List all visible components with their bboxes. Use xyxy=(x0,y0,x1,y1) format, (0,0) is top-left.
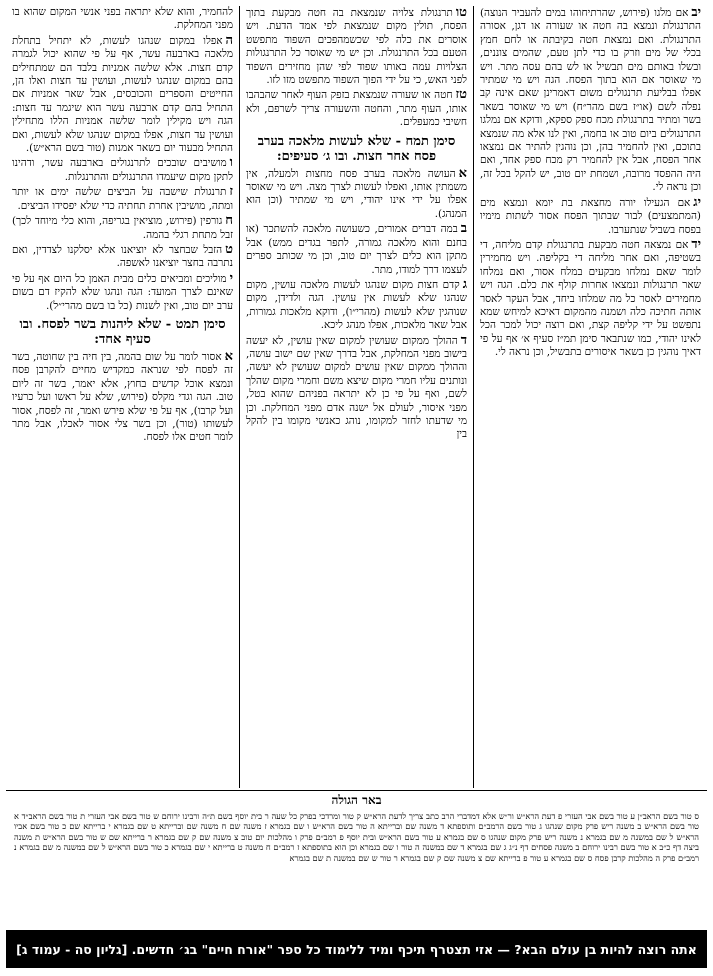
seif-paragraph xyxy=(12,350,233,445)
seif-paragraph xyxy=(246,88,467,129)
beer-hagolah-notes: ס טור בשם הראב״ן ע טור בשם אבי העזרי פ דעת הרא״ש ור״ש אלא דמדברי הרב כתב צריך לדעת הרא״ש ק טור ומרדכי בפרק כל שעה ר בית יוסף בשם ת״ה ורבינו ירוחם ש טור בשם אבי העזרי ת טור בשם הראב״ד א טור בשם הרא״ש ב משנה ריש פרק מקום שנהגו ג טור בשם הרמב״ם ותוספתא ד משנה שם וברייתא ה טור בשם הרא״ש ו שם בגמרא ז משנה שם ח משנה שם וברייתא ט שם בגמרא י ברייתא שם כ טור בשם אביו הרא״ש ל שם במשנה מ שם בגמרא נ משנה ריש פרק מקום שנהגו ס שם בגמרא ע טור בשם הרא״ש ובית יוסף פ רמב״ם פרק ו מהלכות יום טוב צ משנה שם ק שם בגמרא ר ברייתא שם ש טור בשם הרא״ש ת משנה ביצה דף כ״ב א טור בשם רבינו ירוחם ב משנה פסחים דף נ״ג ג שם בגמרא ד שם במשנה ה טור ו שם בגמרא וכן הוא בתוספתא ז רמב״ם ח משנה ט ברייתא י שם בגמרא כ טור בשם הרא״ש ל שם במשנה מ שם בגמרא נ רמב״ם פרק ה מהלכות קרבן פסח ס שם בגמרא ע טור פ ברייתא שם צ משנה שם ק שם בגמרא ר טור ש שם במשנה ת שם בגמרא xyxy=(14,811,699,863)
seif-paragraph xyxy=(480,238,701,360)
siman-heading: סימן תמח - שלא לעשות מלאכה בערב פסח אחר חצות. ובו ג׳ סעיפים: xyxy=(257,133,456,164)
seif-marker: ה xyxy=(225,32,233,48)
seif-text: אפלו במקום שנהגו לעשות, לא יתחיל בתחלת מלאכה בארבעה עשר, אף על פי שהוא יכול לגמרה קדם חצות. אלא שלשה אמניות בלבד הם שמתחילים בהם במקום שנהגו לעשות, ועושין עד חצות ואלו הן, החייטים והספרים והכובסים, אבל שאר אמניות אם התחיל בהם קדם ארבעה עשר הוא שיגמר עד חצות: הגה ויש מקילין לומר שלשה אמניות הללו מתחילין ועושין עד חצות, אפלו במקום שנהגו שלא לעשות, ואם התחיל מבעוד יום בשאר אמנות (טור בשם הרא״ש). xyxy=(12,34,233,155)
seif-marker: יג xyxy=(693,194,701,210)
seif-paragraph xyxy=(246,334,467,442)
seif-paragraph xyxy=(12,214,233,242)
seif-text: אם מלגו (פירוש, שהרתיחוהו במים להעביר הנוצה) התרנגולת ונמצא בה חטה או שעורה או דגן, אסורה התרנגולת. ואם נמצאת חטה בקיבתה או לחם חמץ בכלי של מים וזרק בו כדי לתן טעם, שהמים צוננים, ובשלו באותם מים תבשיל או לש בהם עסה מתר. ויש מי שאוסר אם הוא בתוך הפסח. הגה ויש מי שמתיר אפלו בבליעת תרנגולים משום דאמרינן שאם אינה קב נפלה לשם (או״ז בשם מהר״ח) ויש מי שאוסר בשאר בשר ומתיר בתרנגולת מכח ספק ספקא, ודוקא אם נמלגו התרנגולים ביום טוב או בחמה, ואין לנו אלא מה שנמצא בתוכם, ואין להחמיר בהן, וכן נוהגין להתיר אם נמצאו אחר הפסח, אבל אין להחמיר רק מכח ספק אחד, ואם היה ההפסד מרובה, ושמחת יום טוב, יש להקל בכל זה, וכן נראה לי. xyxy=(480,7,701,194)
seif-marker: א xyxy=(458,165,467,181)
seif-text: אסור לומר על שום בהמה, בין חיה בין שחוטה, בשר זה לפסח לפי שנראה כמקדיש מחיים להקרבן פסח ונמצא אוכל קדשים בחוץ, אלא יאמר, בשר זה ליום טוב. הגה וגדי מקלס (פירוש, שלא על ראשו ועל כרעיו ועל קרבו), אף על פי שלא פירש ואמר, זה לפסח, אסור לעשותו (טור), וכן בשר צלי אסור לאכלו, אבל מתר לומר חטים אלו לפסח. xyxy=(12,350,233,444)
seif-paragraph xyxy=(12,156,233,184)
seif-text: הזבל שבחצר לא יוציאנו אלא יסלקנו לצדדין, ואם נתרבה בחצר יוציאנו לאשפה. xyxy=(12,243,233,270)
seif-text: העושה מלאכה בערב פסח מחצות ולמעלה, אין משמתין אותו, ואפלו לעשות לצרך מצה. ויש מי שאוסר אפלו על ידי אינו יהודי, ויש מי שמתיר (וכן הוא המנהג). xyxy=(246,167,467,220)
column-left xyxy=(6,6,240,788)
seif-paragraph xyxy=(246,278,467,333)
seif-marker: טו xyxy=(455,6,467,20)
seif-paragraph xyxy=(480,196,701,237)
seif-marker: ח xyxy=(225,213,233,229)
seif-marker: ג xyxy=(462,276,467,292)
seif-paragraph xyxy=(480,6,701,195)
seif-text: במה דברים אמורים, כשעושה מלאכה להשתכר (או בחנם והוא מלאכה גמורה, לתפר בגדים ממש) אבל מתקן הוא כלים לצרך יום טוב, וכן מי שכותב ספרים לעצמו דרך למודו, מתר. xyxy=(246,223,467,276)
seif-marker: יב xyxy=(691,6,701,20)
seif-text: להחמיר, והוא שלא יתראה בפני אנשי המקום שהוא בו מפני המחלקת. xyxy=(12,6,233,32)
seif-marker: י xyxy=(229,270,233,286)
seif-text: אם נמצאה חטה מבקעת בתרנגולת קדם מליחה, די בשטיפה, ואם אחר מליחה די בקליפה. ויש מחמירין לומר שאם נמלחו מבקעים במלח אסור, ואם נמלחו שאר תרנגולות ונמצאו אחרות קולף את כלם. הגה ויש מחמירים לאסר כל מה שמלחו ביחד, אבל העקר לאסר אותה חתיכה כלה ושמנה מהמקום דאיכא למיחש שמא נתפשט על ידי קליפה קצת, ואם רוצה יכול למכר הכל לאינו יהודי, כמו שנתבאר סימן תמ״ז סעיף א׳ אף על פי דאיך נוהגין כן בשאר איסורים בתבשיל, וכן נראה לי. xyxy=(480,238,701,359)
seif-marker: ז xyxy=(229,184,233,200)
seif-text: ההולך ממקום שעושין למקום שאין עושין, לא יעשה בישוב מפני המחלקת, אבל בדרך שאין שם ישוב עושה, וההולך ממקום שאין עושים למקום שעושין לא יעשה, ונותנים עליו חמרי מקום שיצא משם וחמרי מקום שהלך לשם, ואף על פי כן לא יתראה בפניהם שהוא בטל, מפני איסור, לעולם אל ישנה אדם מפני המחלקת. וכן מי שדעתו לחזר למקומו, נוהג כאנשי מקומו בין להקל בין xyxy=(246,334,467,441)
seif-text: חטה או שעורה שנמצאת בזפק העוף לאחר שהבהבו אותו, העוף מתר, והחטה והשעורה צריך לשרפם, ולא חשיבי כמעפלים. xyxy=(246,89,467,129)
seif-paragraph xyxy=(246,222,467,277)
seif-paragraph xyxy=(246,6,467,87)
seif-text: תרנגולת צלויה שנמצאת בה חטה מבקעת בתוך הפסח, תולין מקום שנמצאת לפי אמד הדעת. ויש אוסרים את כלה לפי שכשמהפכים השפוד מתפשט הטעם בכל התרנגולת. וכן יש מי שאוסר כל התרנגולות הצלויות עמה באותו שפוד לפי שהן מחזירים השפוד לפני האש, כי על ידי הפוך השפוד מתפשט מזו לזו. xyxy=(246,7,467,87)
seif-paragraph xyxy=(12,6,233,33)
seif-text: אם הגעילו יורה מחצאת בת יומא ונמצא מים (המתמצעים) לבור שבתוך הפסח אסור לשתות מימיו בפסח בשביל שנתערבו. xyxy=(480,196,701,236)
seif-marker: ד xyxy=(460,332,467,348)
footer-banner xyxy=(6,930,707,968)
seif-text: מושיבים שובכים לתרנגולים בארבעה עשר, ודהינו לתקן מקום שיעמדו התרנגולים והתרנגלות. xyxy=(12,157,233,183)
seif-text: תרנגולת שישבה על הביצים שלשה ימים או יותר ומתה, מושיבין אחרת תחתיה כדי שלא יפסידו הביצים. xyxy=(12,186,233,212)
seif-marker: טז xyxy=(455,87,467,103)
footer-text: אתה רוצה להיות בן עולם הבא? — אזי תצטרף תיכף ומיד ללימוד כל ספר "אורח חיים" בג׳ חדשים. [גליון סה - עמוד ג] xyxy=(16,941,697,957)
seif-text: מוליכים ומביאים כלים מבית האמן כל היום אף על פי שאינם לצרך המועד: הגה ונהגו שלא להקיז דם בשום ערב יום טוב, ואין לשנות (כל בו בשם מהרי״ל). xyxy=(12,272,233,312)
seif-paragraph xyxy=(12,34,233,156)
seif-paragraph xyxy=(12,243,233,271)
seif-paragraph xyxy=(12,272,233,313)
column-right xyxy=(474,6,707,788)
column-middle xyxy=(240,6,474,788)
siman-heading: סימן תמט - שלא ליהנות בשר לפסח. ובו סעיף אחד: xyxy=(19,316,226,347)
seif-text: קדם חצות מקום שנהגו לעשות מלאכה עושין, מקום שנהגו שלא לעשות אין עושין. הגה ולדידן, מקום שנוהגין שלא לעשות (מהרי״ו), ודוקא מלאכות גמורות, אבל שאר מלאכות, אפלו מנהג ליכא. xyxy=(246,278,467,332)
seif-marker: א xyxy=(224,348,233,364)
main-columns xyxy=(6,6,707,788)
seif-text: גורפין (פירוש, מוציאין בגריפה, והוא כלי מיוחד לכך) זבל מתחת רגלי בהמה. xyxy=(12,215,233,241)
seif-marker: יד xyxy=(691,236,701,252)
seif-marker: ו xyxy=(229,155,233,171)
beer-hagolah-title: באר הגולה xyxy=(322,793,392,808)
seif-marker: ט xyxy=(225,241,233,257)
seif-marker: ב xyxy=(460,221,467,237)
seif-paragraph xyxy=(246,167,467,222)
beer-hagolah-header xyxy=(6,790,707,809)
seif-paragraph xyxy=(12,185,233,213)
